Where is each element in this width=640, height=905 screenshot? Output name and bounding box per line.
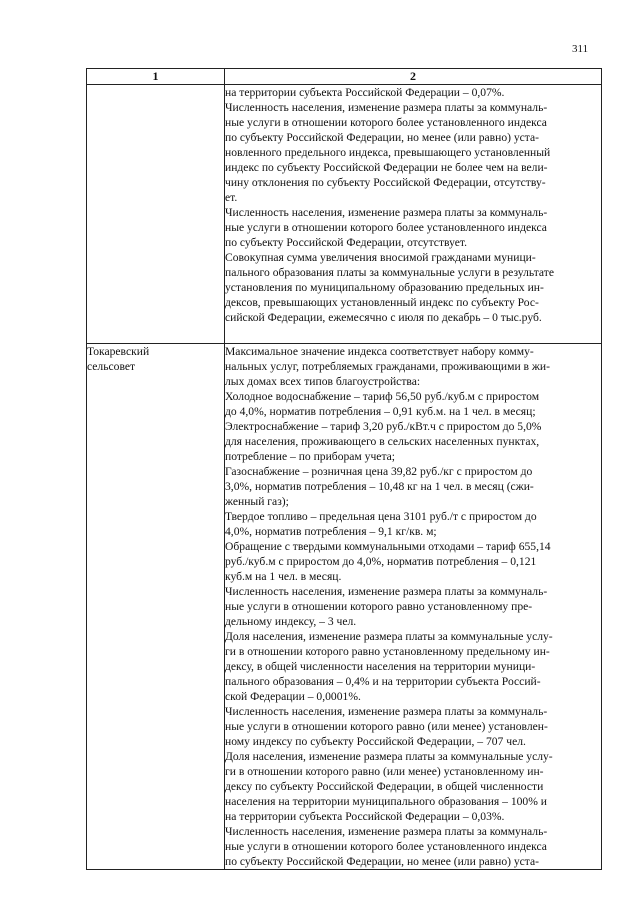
column-header-1: 1 (87, 69, 225, 85)
paragraph: Доля населения, изменение размера платы за коммунальные услу- ги в отношении которого равно установленному предельному ин- дексу, в общей численности населения на территории муници- пального образования – 0,4% и на территории субъекта Россий- ской Федерации – 0,0001%. (225, 630, 553, 703)
paragraph: Электроснабжение – тариф 3,20 руб./кВт.ч с приростом до 5,0% для населения, проживающего в сельских населенных пунктах, потребление – по приборам учета; (225, 420, 542, 463)
indicator-cell (225, 85, 602, 344)
paragraph: Совокупная сумма увеличения вносимой гражданами муници- пального образования платы за коммунальные услуги в результате установления по муниципальному образованию предельных ин- дексов, превышающих установленный индекс по субъекту Рос- сийской Федерации, ежемесячно с июля по декабрь – 0 тыс.руб. (225, 251, 554, 324)
column-header-2: 2 (225, 69, 602, 85)
page-number: 311 (572, 43, 589, 55)
paragraph: Максимальное значение индекса соответствует набору комму- нальных услуг, потребляемых гражданами, проживающими в жи- лых домах всех типов благоустройства: (225, 345, 550, 388)
document-table (86, 68, 602, 870)
municipality-name: Токаревский сельсовет (87, 345, 150, 373)
paragraph: Твердое топливо – предельная цена 3101 руб./т с приростом до 4,0%, норматив потребления – 9,1 кг/кв. м; (225, 510, 537, 538)
paragraph: Численность населения, изменение размера платы за коммуналь- ные услуги в отношении которого равно установленному пре- дельному индексу, – 3 чел. (225, 585, 548, 628)
paragraph: Численность населения, изменение размера платы за коммуналь- ные услуги в отношении которого более установленного индекса по субъекту Российской Федерации, но менее (или равно) уста- (225, 825, 548, 868)
paragraph: Обращение с твердыми коммунальными отходами – тариф 655,14 руб./куб.м с приростом до 4,0%, норматив потребления – 0,121 куб.м на 1 чел. в месяц. (225, 540, 551, 583)
paragraph: Численность населения, изменение размера платы за коммуналь- ные услуги в отношении которого равно (или менее) установлен- ному индексу по субъекту Российской Федерации, – 707 чел. (225, 705, 548, 748)
indicator-cell (225, 344, 602, 870)
paragraph: Численность населения, изменение размера платы за коммуналь- ные услуги в отношении которого более установленного индекса по субъекту Российской Федерации, отсутствует. (225, 206, 548, 249)
paragraph: на территории субъекта Российской Федерации – 0,07%. (225, 86, 505, 99)
table-row (87, 85, 602, 344)
municipality-cell (87, 344, 225, 870)
table-header-row (87, 69, 602, 85)
paragraph: Доля населения, изменение размера платы за коммунальные услу- ги в отношении которого равно (или менее) установленному ин- дексу по субъекту Российской Федерации, в общей численности населения на территории муниципального образования – 100% и на территории субъекта Российской Федерации – 0,03%. (225, 750, 553, 823)
municipality-cell (87, 85, 225, 344)
table-row (87, 344, 602, 870)
paragraph: Холодное водоснабжение – тариф 56,50 руб./куб.м с приростом до 4,0%, норматив потребления – 0,91 куб.м. на 1 чел. в месяц; (225, 390, 540, 418)
paragraph: Газоснабжение – розничная цена 39,82 руб./кг с приростом до 3,0%, норматив потребления – 10,48 кг на 1 чел. в месяц (сжи- женный газ); (225, 465, 534, 508)
paragraph: Численность населения, изменение размера платы за коммуналь- ные услуги в отношении которого более установленного индекса по субъекту Российской Федерации, но менее (или равно) уста- новленного предельного индекса, превышающего установленный индекс по субъекту Российской Федерации не более чем на вели- чину отклонения по субъекту Российской Федерации, отсутству- ет. (225, 101, 551, 204)
